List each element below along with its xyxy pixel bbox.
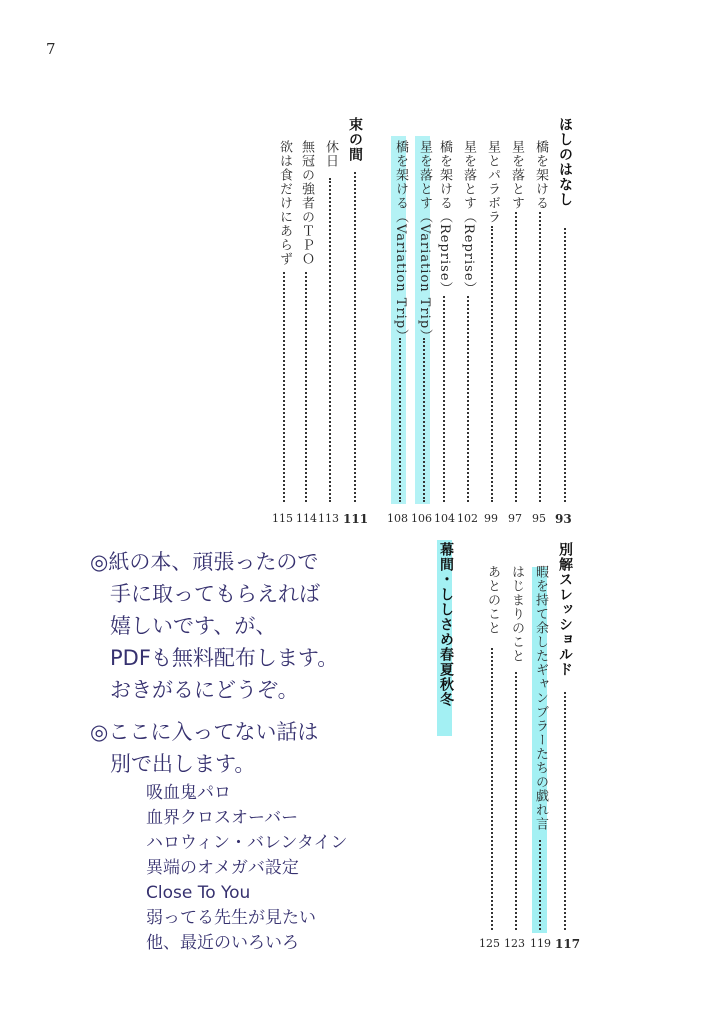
toc-item-page: 104 <box>434 512 455 525</box>
note2-line: ◎ここに入ってない話は <box>90 720 319 744</box>
section-title-hoshi: ほしのはなし <box>557 117 573 207</box>
section-title-tsuka: 束の間 <box>347 117 363 162</box>
toc-item-page: 99 <box>484 512 498 525</box>
leader-dots <box>515 672 517 930</box>
toc-item-title: 橋を架ける（Reprise） <box>437 140 452 296</box>
toc-item-title: 暇を持て余したギャンブラーたちの戯れ言 <box>533 565 548 831</box>
note1-line: 嬉しいです、が、 <box>110 614 277 638</box>
toc-item-page: 113 <box>318 512 339 525</box>
story-list-item: 他、最近のいろいろ <box>146 933 299 953</box>
section-page-betsukai: 117 <box>555 937 581 951</box>
note2-line: 別で出します。 <box>110 752 256 776</box>
toc-item-title: 橋を架ける（Variation Trip） <box>393 140 408 344</box>
section-page-tsuka: 111 <box>343 512 369 526</box>
leader-dots <box>423 338 425 502</box>
leader-dots <box>305 272 307 502</box>
toc-item-page: 114 <box>296 512 317 525</box>
toc-item-title: 休日 <box>323 140 338 168</box>
toc-item-title: はじまりのこと <box>509 565 524 663</box>
section-title-betsukai: 別解スレッショルド <box>557 542 573 677</box>
section-page-hoshi: 93 <box>555 512 572 526</box>
leader-dots <box>329 178 331 502</box>
leader-dots <box>467 296 469 502</box>
note1-line: 手に取ってもらえれば <box>110 582 320 606</box>
toc-item-title: 星を落とす（Variation Trip） <box>417 140 432 344</box>
toc-item-page: 108 <box>387 512 408 525</box>
story-list-item: 血界クロスオーバー <box>146 808 299 828</box>
toc-item-page: 102 <box>457 512 478 525</box>
leader-dots <box>491 648 493 930</box>
leader-dots <box>283 272 285 502</box>
story-list-item: 異端のオメガバ設定 <box>146 858 299 878</box>
toc-item-page: 97 <box>508 512 522 525</box>
leader-dots <box>399 338 401 502</box>
story-list-item: ハロウィン・バレンタイン <box>146 833 348 853</box>
note1-line: PDFも無料配布します。 <box>110 646 339 670</box>
story-list-item: 吸血鬼パロ <box>146 783 231 803</box>
toc-item-title: 星を落とす <box>509 140 524 210</box>
toc-item-title: 星とパラボラ <box>485 140 500 224</box>
leader-dots <box>564 228 566 502</box>
toc-item-page: 95 <box>532 512 546 525</box>
story-list-item: Close To You <box>146 883 251 903</box>
leader-dots <box>515 212 517 502</box>
toc-item-title: 橋を架ける <box>533 140 548 210</box>
toc-item-title: 無冠の強者のＴＰＯ <box>299 140 314 266</box>
story-list-item: 弱ってる先生が見たい <box>146 908 316 928</box>
leader-dots <box>539 212 541 502</box>
toc-item-page: 115 <box>272 512 293 525</box>
toc-item-page: 123 <box>504 937 525 950</box>
toc-item-title: 星を落とす（Reprise） <box>461 140 476 296</box>
toc-item-title: あとのこと <box>485 565 500 635</box>
page-number: 7 <box>46 40 56 58</box>
leader-dots <box>539 840 541 930</box>
leader-dots <box>354 172 356 502</box>
toc-item-title: 欲は食だけにあらず <box>277 140 292 266</box>
leader-dots <box>564 692 566 930</box>
note1-line: おきがるにどうぞ。 <box>110 678 299 702</box>
toc-item-page: 106 <box>411 512 432 525</box>
leader-dots <box>443 296 445 502</box>
section-title-makuma: 幕間・ししさめ春夏秋冬 <box>438 542 454 707</box>
leader-dots <box>491 226 493 502</box>
toc-item-page: 119 <box>530 937 551 950</box>
note1-line: ◎紙の本、頑張ったので <box>90 550 319 574</box>
toc-item-page: 125 <box>479 937 500 950</box>
